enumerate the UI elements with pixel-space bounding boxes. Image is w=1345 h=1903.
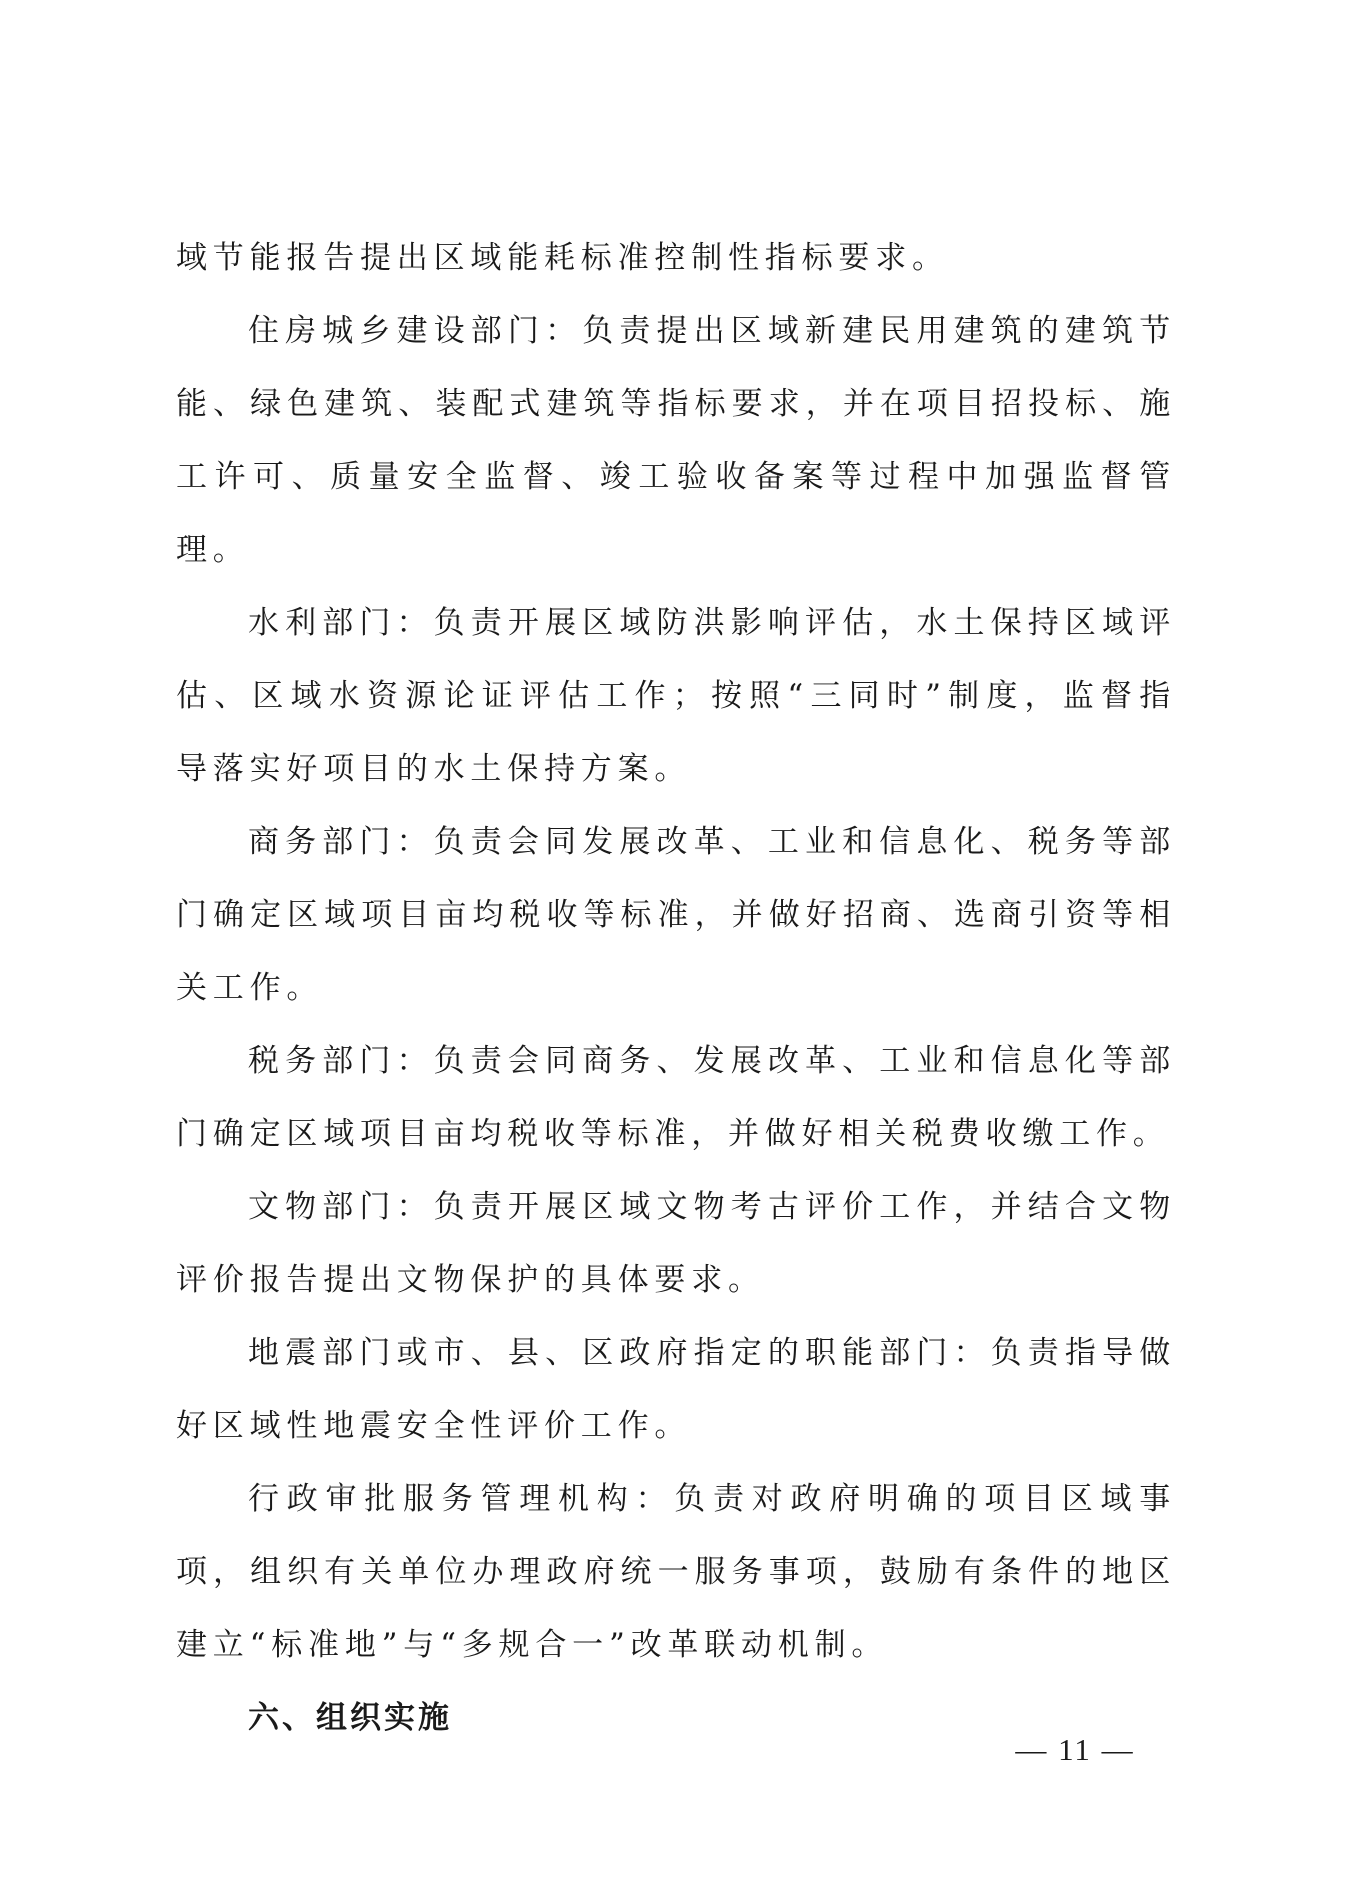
paragraph-energy-continuation: 域节能报告提出区域能耗标准控制性指标要求。 <box>176 240 949 276</box>
document-body <box>176 222 1176 1755</box>
paragraph-water-resources: 水利部门：负责开展区域防洪影响评估，水土保持区域评估、区域水资源论证评估工作；按照“三同时”制度，监督指导落实好项目的水土保持方案。 <box>176 605 1176 787</box>
paragraph-administrative-approval: 行政审批服务管理机构：负责对政府明确的项目区域事项，组织有关单位办理政府统一服务事项，鼓励有条件的地区建立“标准地”与“多规合一”改革联动机制。 <box>176 1481 1176 1663</box>
paragraph-cultural-relics: 文物部门：负责开展区域文物考古评价工作，并结合文物评价报告提出文物保护的具体要求。 <box>176 1189 1176 1298</box>
paragraph-taxation: 税务部门：负责会同商务、发展改革、工业和信息化等部门确定区域项目亩均税收等标准，并做好相关税费收缴工作。 <box>176 1043 1176 1152</box>
page-number: — 11 — <box>1015 1732 1135 1767</box>
paragraph-housing-construction: 住房城乡建设部门：负责提出区域新建民用建筑的建筑节能、绿色建筑、装配式建筑等指标要求，并在项目招投标、施工许可、质量安全监督、竣工验收备案等过程中加强监督管理。 <box>176 313 1176 568</box>
section-heading: 六、组织实施 <box>248 1700 452 1736</box>
paragraph-earthquake: 地震部门或市、县、区政府指定的职能部门：负责指导做好区域性地震安全性评价工作。 <box>176 1335 1176 1444</box>
paragraph-commerce: 商务部门：负责会同发展改革、工业和信息化、税务等部门确定区域项目亩均税收等标准，并做好招商、选商引资等相关工作。 <box>176 824 1176 1006</box>
